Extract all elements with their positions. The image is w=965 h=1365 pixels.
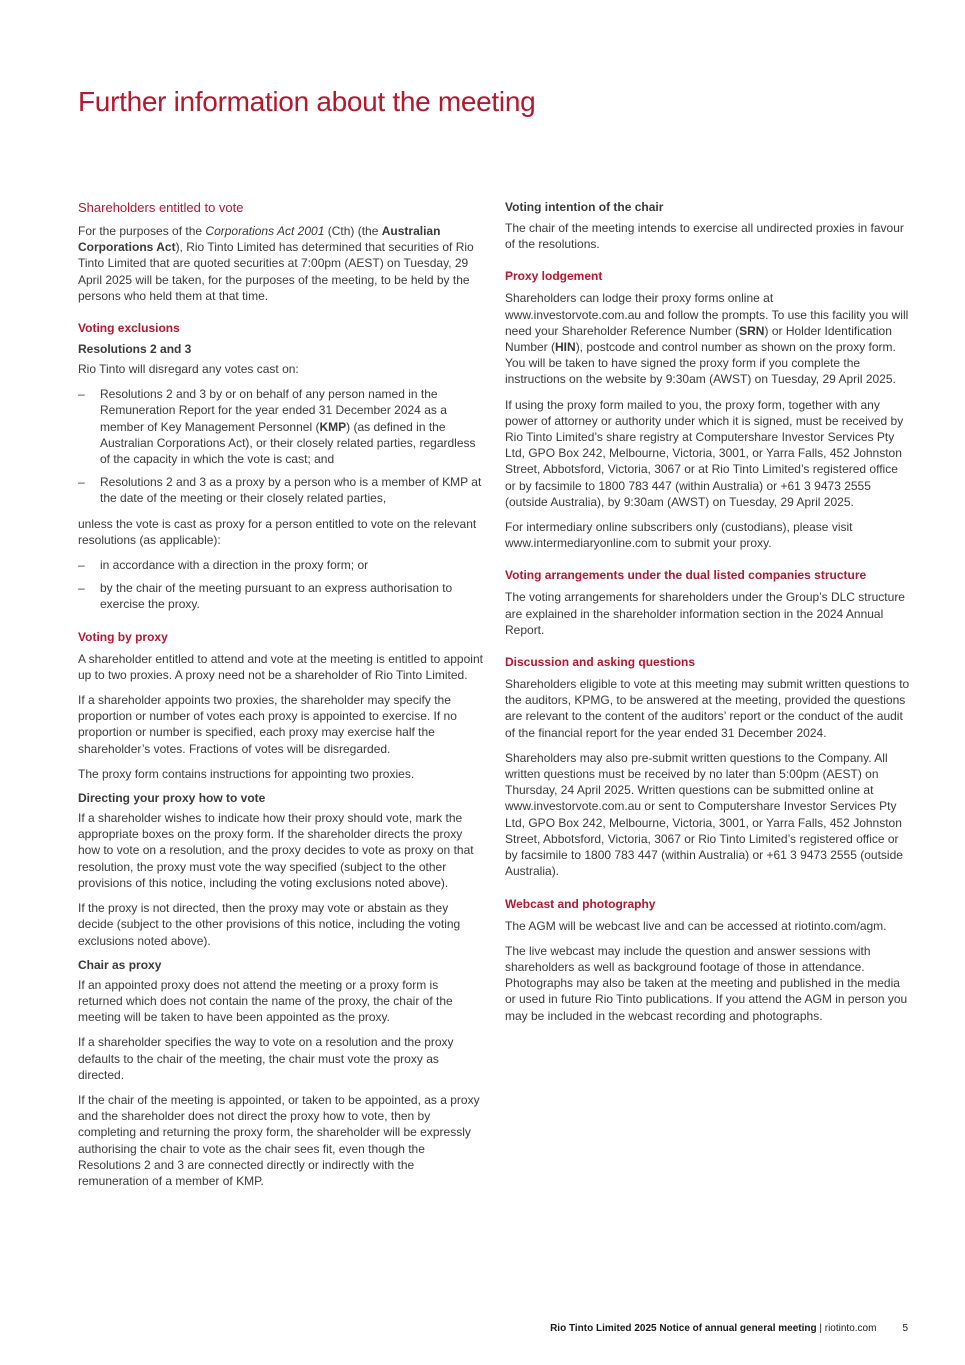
discussion-paragraph: Shareholders eligible to vote at this meeting may submit written questions to the auditors, KPMG, to be answered at the meeting, provided the questions are relevant to the content of the auditors’ report or the conduct of the audit of the financial report for the year ended 31 December 2024. bbox=[505, 677, 910, 740]
proxy-paragraph: A shareholder entitled to attend and vote at the meeting is entitled to appoint up to two proxies. A proxy need not be a shareholder of Rio Tinto Limited. bbox=[78, 651, 483, 682]
dlc-heading: Voting arrangements under the dual listed companies structure bbox=[505, 568, 867, 583]
chair-paragraph: If the chair of the meeting is appointed, or taken to be appointed, as a proxy and the shareholder does not direct the proxy how to vote, then by completing and returning the proxy form, the shareholder will be expressly authorising the chair to vote as the chair sees fit, even though the Resolutions 2 and 3 are connected directly or indirectly with the remuneration of a member of KMP. bbox=[78, 1092, 480, 1188]
proxy-paragraph: The proxy form contains instructions for appointing two proxies. bbox=[78, 766, 415, 781]
chair-paragraph: If an appointed proxy does not attend the meeting or a proxy form is returned which does not contain the name of the proxy, the chair of the meeting will be taken to have been appointed as the proxy. bbox=[78, 977, 453, 1025]
proxy-lodgement-heading: Proxy lodgement bbox=[505, 269, 603, 284]
resolutions-subheading: Resolutions 2 and 3 bbox=[78, 342, 192, 357]
webcast-paragraph: The AGM will be webcast live and can be accessed at riotinto.com/agm. bbox=[505, 918, 887, 933]
discussion-heading: Discussion and asking questions bbox=[505, 655, 696, 670]
lodgement-paragraph: For intermediary online subscribers only (custodians), please visit www.intermediaryonline.com to submit your proxy. bbox=[505, 520, 853, 551]
list-item: – in accordance with a direction in the proxy form; or bbox=[78, 557, 483, 573]
footer-doc-title: Rio Tinto Limited 2025 Notice of annual general meeting bbox=[550, 1323, 817, 1334]
right-column bbox=[505, 200, 910, 1033]
left-column bbox=[78, 200, 483, 1198]
directing-paragraph: If the proxy is not directed, then the proxy may vote or abstain as they decide (subject to the other provisions of this notice, including the voting exclusions noted above). bbox=[78, 901, 461, 948]
footer-site: riotinto.com bbox=[824, 1323, 877, 1334]
proxy-paragraph: If a shareholder appoints two proxies, the shareholder may specify the proportion or number of votes each proxy is appointed to exercise. If no proportion or number is specified, each proxy may exercise half the shareholder’s votes. Fractions of votes will be disregarded. bbox=[78, 693, 457, 756]
webcast-paragraph: The live webcast may include the question and answer sessions with shareholders as well as background footage of those in attendance. Photographs may also be taken at the meeting and published in the media or used in future Rio Tinto publications. If you attend the AGM in person you may be included in the webcast recording and photographs. bbox=[505, 943, 908, 1023]
discussion-paragraph: Shareholders may also pre-submit written questions to the Company. All written questions must be received by no later than 5:00pm (AEST) on Thursday, 24 April 2025. Written questions can be submitted online at www.investorvote.com.au or sent to Computershare Investor Services Pty Ltd, GPO Box 242, Melbourne, Victoria, 3001, or Yarra Falls, 452 Johnston Street, Abbotsford, Victoria, 3067 or Rio Tinto Limited’s registered office or by facsimile to 1800 783 447 (within Australia) or +61 3 9473 2555 (outside Australia). bbox=[505, 750, 903, 879]
shareholders-heading: Shareholders entitled to vote bbox=[78, 200, 244, 215]
list-item: – Resolutions 2 and 3 by or on behalf of any person named in the Remuneration Report for the year ended 31 December 2024 as a member of Key Management Personnel (KMP) (as defined in the Australian Corporations Act), or their closely related parties, regardless of the capacity in which the vote is cast; and bbox=[78, 386, 483, 467]
exclusions-intro: Rio Tinto will disregard any votes cast on: bbox=[78, 362, 299, 377]
shareholders-paragraph: For the purposes of the Corporations Act 2001 (Cth) (the Australian Corporations Act), Rio Tinto Limited has determined that securities of Rio Tinto Limited that are quoted securities at 7:00pm (AEST) on Tuesday, 29 April 2025 will be taken, for the purposes of the meeting, to be held by the persons who held them at that time. bbox=[78, 224, 474, 303]
footer-separator: | bbox=[816, 1323, 825, 1334]
exclusions-list bbox=[78, 386, 483, 506]
page-number: 5 bbox=[902, 1323, 908, 1334]
directing-paragraph: If a shareholder wishes to indicate how their proxy should vote, mark the appropriate boxes on the proxy form. If the shareholder directs the proxy how to vote on a resolution, and the proxy decides to vote as proxy on that resolution, the proxy must vote the way specified (subject to the other provisions of this notice, including the voting exclusions noted above). bbox=[78, 811, 474, 890]
exceptions-list bbox=[78, 557, 483, 613]
lodgement-paragraph: If using the proxy form mailed to you, the proxy form, together with any power of attorney or authority under which it is signed, must be received by Rio Tinto Limited’s share registry at Computershare Investor Services Pty Ltd, GPO Box 242, Melbourne, Victoria, 3001, or Yarra Falls, 452 Johnston Street, Abbotsford, Victoria, 3067 or at Rio Tinto Limited’s registered office or by facsimile to 1800 783 447 (within Australia) or +61 3 9473 2555 (outside Australia), by 9:30am (AWST) on Tuesday, 29 April 2025. bbox=[505, 397, 904, 509]
exclusions-unless: unless the vote is cast as proxy for a person entitled to vote on the relevant resolutions (as applicable): bbox=[78, 516, 477, 547]
list-item: – Resolutions 2 and 3 as a proxy by a person who is a member of KMP at the date of the meeting or their closely related parties, bbox=[78, 474, 483, 506]
dlc-paragraph: The voting arrangements for shareholders under the Group’s DLC structure are explained in the shareholder information section in the 2024 Annual Report. bbox=[505, 590, 905, 637]
chair-proxy-heading: Chair as proxy bbox=[78, 957, 162, 972]
voting-by-proxy-heading: Voting by proxy bbox=[78, 629, 168, 644]
list-item: – by the chair of the meeting pursuant to an express authorisation to exercise the proxy. bbox=[78, 580, 483, 612]
webcast-heading: Webcast and photography bbox=[505, 896, 656, 911]
voting-intention-heading: Voting intention of the chair bbox=[505, 200, 664, 214]
directing-heading: Directing your proxy how to vote bbox=[78, 791, 266, 806]
voting-intention-paragraph: The chair of the meeting intends to exercise all undirected proxies in favour of the resolutions. bbox=[505, 221, 904, 252]
lodgement-paragraph: Shareholders can lodge their proxy forms online at www.investorvote.com.au and follow the prompts. To use this facility you will need your Shareholder Reference Number (SRN) or Holder Identification Number (HIN), postcode and control number as shown on the proxy form. You will be taken to have signed the proxy form if you complete the instructions on the website by 9:30am (AWST) on Tuesday, 29 April 2025. bbox=[505, 291, 909, 387]
page-title: Further information about the meeting bbox=[78, 86, 536, 117]
chair-paragraph: If a shareholder specifies the way to vote on a resolution and the proxy defaults to the chair of the meeting, the chair must vote the proxy as directed. bbox=[78, 1035, 454, 1082]
page-footer bbox=[550, 1323, 908, 1334]
voting-exclusions-heading: Voting exclusions bbox=[78, 321, 180, 336]
